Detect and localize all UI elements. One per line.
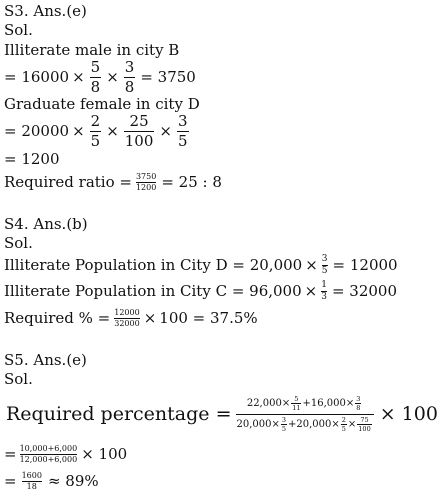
numerator-part: +16,000× — [302, 397, 355, 409]
s5-step-2 — [4, 440, 127, 468]
times-sign: × — [106, 68, 119, 86]
denominator: 32000 — [114, 318, 140, 328]
numerator: 75 — [360, 415, 369, 424]
denominator-part: 20,000× — [236, 418, 280, 430]
eq-result: × 100 — [379, 403, 438, 425]
numerator-part: 22,000× — [246, 397, 291, 409]
s3-equation-2 — [4, 113, 191, 149]
denominator: 18 — [26, 481, 37, 491]
s4-sol-label: Sol. — [4, 234, 33, 252]
numerator: 3750 — [135, 171, 157, 181]
fraction — [124, 111, 155, 150]
times-sign: × — [72, 68, 85, 86]
denominator: 5 — [177, 131, 188, 150]
s3-line-graduate-female: Graduate female in city D — [4, 95, 200, 113]
denominator: 100 — [358, 425, 371, 433]
times-sign: × — [143, 309, 157, 327]
eq-result: = 3750 — [140, 68, 196, 86]
s3-equation-3: = 1200 — [4, 150, 60, 168]
fraction — [124, 57, 136, 96]
fraction — [136, 173, 156, 192]
denominator: 1200 — [135, 182, 157, 192]
fraction — [341, 417, 347, 433]
times-sign: × — [159, 122, 172, 140]
denominator: 5 — [281, 425, 287, 433]
s4-city-d — [4, 252, 398, 278]
s5-main-equation — [6, 388, 438, 440]
fraction — [236, 396, 374, 433]
eq-text: = — [4, 472, 17, 490]
denominator: 8 — [356, 404, 361, 412]
fraction — [281, 417, 287, 433]
numerator: 1 — [321, 279, 327, 290]
s5-step-3 — [4, 467, 99, 495]
eq-result: 100 = 37.5% — [159, 309, 258, 327]
denominator: 5 — [341, 425, 346, 433]
eq-text: Illiterate Population in City D = 20,000 — [4, 256, 303, 274]
denominator-part: +20,000× — [288, 418, 340, 430]
numerator: 10,000+6,000 — [19, 443, 78, 453]
denominator: 5 — [90, 131, 101, 150]
denominator: 3 — [321, 291, 327, 302]
fraction — [114, 309, 139, 328]
eq-text: Illiterate Population in City C = 96,000 — [4, 282, 302, 300]
numerator — [246, 396, 364, 412]
denominator: 8 — [90, 77, 101, 96]
eq-text: = 16000 — [4, 68, 70, 86]
numerator: 3 — [281, 415, 287, 424]
times-sign: × — [106, 122, 119, 140]
numerator: 5 — [90, 57, 101, 76]
fraction — [20, 445, 78, 464]
s3-heading: S3. Ans.(e) — [4, 2, 87, 20]
fraction — [291, 396, 301, 412]
s3-equation-1 — [4, 57, 196, 96]
numerator: 2 — [341, 415, 346, 424]
times-sign: × — [304, 282, 318, 300]
numerator: 2 — [90, 111, 101, 130]
denominator — [236, 417, 374, 433]
s4-required-percent — [4, 305, 258, 331]
numerator: 3 — [124, 57, 135, 76]
eq-text: = — [4, 445, 17, 463]
denominator: 12,000+6,000 — [19, 454, 78, 464]
numerator: 25 — [129, 111, 149, 130]
eq-result: ≈ 89% — [47, 472, 99, 490]
s4-city-c — [4, 278, 397, 304]
fraction — [355, 396, 361, 412]
times-sign: × — [305, 256, 318, 274]
s5-sol-label: Sol. — [4, 370, 33, 388]
eq-text: Required % = — [4, 309, 111, 327]
fraction — [321, 281, 327, 302]
s5-heading: S5. Ans.(e) — [4, 351, 87, 369]
numerator: 3 — [177, 111, 188, 130]
numerator: 3 — [321, 253, 328, 264]
numerator: 1600 — [21, 470, 42, 480]
numerator: 12000 — [114, 307, 140, 317]
eq-text: = 20000 — [4, 122, 70, 140]
eq-result: = 12000 — [332, 256, 398, 274]
denominator: 5 — [321, 265, 328, 276]
eq-text: Required percentage = — [6, 403, 232, 425]
fraction — [322, 255, 328, 276]
numerator: 5 — [294, 394, 299, 403]
s4-heading: S4. Ans.(b) — [4, 215, 88, 233]
fraction — [177, 111, 189, 150]
fraction — [90, 57, 102, 96]
ratio-result: = 25 : 8 — [161, 173, 222, 191]
fraction — [90, 111, 102, 150]
denominator: 8 — [124, 77, 135, 96]
denominator: 11 — [292, 404, 301, 412]
s3-sol-label: Sol. — [4, 21, 33, 39]
ratio-label: Required ratio = — [4, 173, 132, 191]
denominator: 100 — [124, 131, 154, 150]
fraction-bar — [236, 414, 374, 415]
fraction — [22, 472, 42, 491]
denominator-part: × — [347, 418, 357, 430]
eq-result: = 32000 — [331, 282, 398, 300]
numerator: 3 — [356, 394, 361, 403]
eq-result: × 100 — [81, 445, 128, 463]
times-sign: × — [72, 122, 85, 140]
s3-ratio — [4, 168, 222, 196]
s3-line-illiterate-male: Illiterate male in city B — [4, 41, 180, 59]
fraction — [357, 417, 371, 433]
